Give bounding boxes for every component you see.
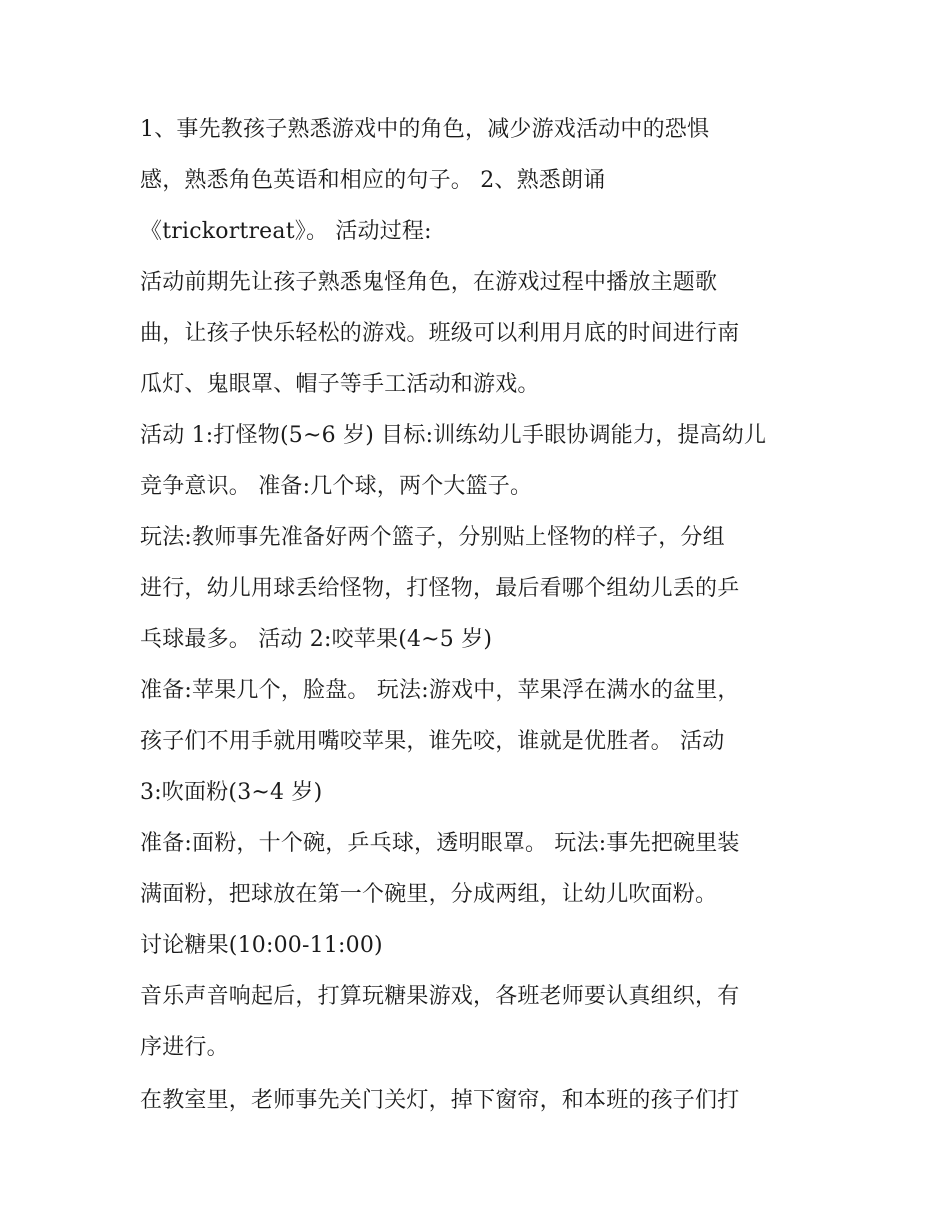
text-line: 进行，幼儿用球丢给怪物，打怪物，最后看哪个组幼儿丢的乒: [140, 576, 740, 601]
document-body: [140, 112, 820, 1134]
text-line: 竞争意识。 准备:几个球，两个大篮子。: [140, 474, 533, 499]
text-line: 音乐声音响起后，打算玩糖果游戏，各班老师要认真组织，有: [140, 984, 740, 1009]
text-line: 《trickortreat》。 活动过程:: [140, 219, 432, 244]
text-line: 1、事先教孩子熟悉游戏中的角色，减少游戏活动中的恐惧: [140, 117, 710, 142]
text-line: 序进行。: [140, 1035, 229, 1060]
text-line: 感，熟悉角色英语和相应的句子。 2、熟悉朗诵: [140, 168, 606, 193]
text-line: 满面粉，把球放在第一个碗里，分成两组，让幼儿吹面粉。: [140, 882, 718, 907]
text-line: 瓜灯、鬼眼罩、帽子等手工活动和游戏。: [140, 372, 540, 397]
text-line: 乓球最多。 活动 2:咬苹果(4~5 岁): [140, 627, 493, 652]
text-line: 3:吹面粉(3~4 岁): [140, 780, 323, 805]
text-line: 准备:苹果几个，脸盘。 玩法:游戏中，苹果浮在满水的盆里，: [140, 678, 740, 703]
text-line: 活动 1:打怪物(5~6 岁) 目标:训练幼儿手眼协调能力，提高幼儿: [140, 423, 767, 448]
text-line: 讨论糖果(10:00-11:00): [140, 933, 383, 958]
text-line: 曲，让孩子快乐轻松的游戏。班级可以利用月底的时间进行南: [140, 321, 740, 346]
text-line: 活动前期先让孩子熟悉鬼怪角色，在游戏过程中播放主题歌: [140, 270, 718, 295]
text-line: 准备:面粉，十个碗，乒乓球，透明眼罩。 玩法:事先把碗里装: [140, 831, 740, 856]
text-line: 孩子们不用手就用嘴咬苹果，谁先咬，谁就是优胜者。 活动: [140, 729, 725, 754]
text-line: 在教室里，老师事先关门关灯，掉下窗帘，和本班的孩子们打: [140, 1088, 740, 1113]
text-line: 玩法:教师事先准备好两个篮子，分别贴上怪物的样子，分组: [140, 525, 725, 550]
